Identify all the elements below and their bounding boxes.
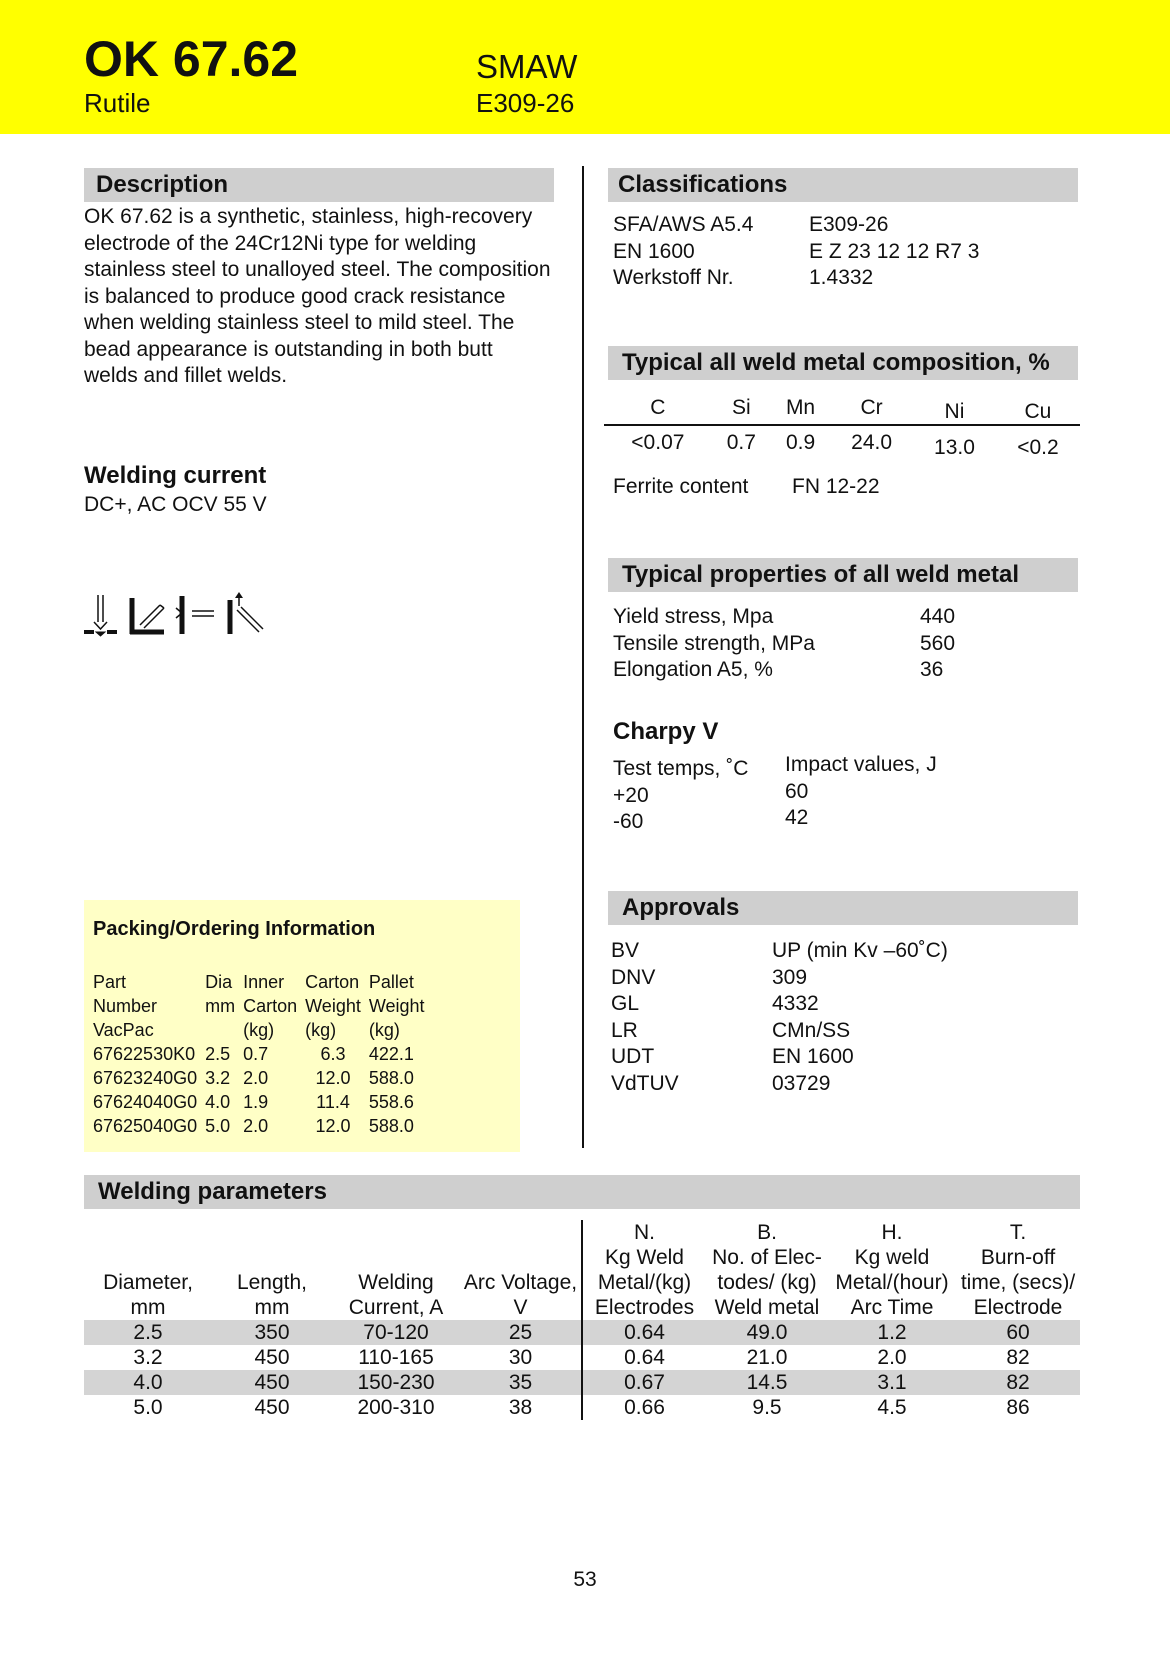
welding-parameters-header-cell: mm bbox=[254, 1296, 290, 1319]
approval-value: EN 1600 bbox=[772, 1045, 854, 1068]
welding-parameters-header-cell: Diameter, bbox=[103, 1271, 193, 1294]
composition-element: Si bbox=[731, 396, 751, 419]
welding-parameters-cell: 200-310 bbox=[357, 1396, 435, 1419]
welding-parameters-row bbox=[84, 1345, 1080, 1370]
approval-row bbox=[611, 965, 1071, 992]
packing-header-row bbox=[93, 1018, 433, 1042]
packing-cell: 0.7 bbox=[243, 1044, 269, 1064]
welding-parameters-header-cell: Arc Voltage, bbox=[463, 1271, 578, 1294]
properties-heading: Typical properties of all weld metal bbox=[608, 558, 1078, 592]
welding-parameters-header-row bbox=[84, 1295, 1080, 1320]
packing-cell: 2.5 bbox=[205, 1044, 231, 1064]
approval-body: GL bbox=[611, 992, 640, 1015]
welding-parameters-cell: 82 bbox=[956, 1370, 1080, 1395]
charpy-impact-header: Impact values, J bbox=[785, 753, 937, 776]
classification-value: E309-26 bbox=[809, 213, 889, 236]
property-row bbox=[613, 604, 1073, 631]
welding-parameters-table bbox=[84, 1220, 1080, 1420]
property-label: Elongation A5, % bbox=[613, 658, 773, 681]
approval-value: UP (min Kv –60˚C) bbox=[772, 939, 948, 962]
welding-parameters-header-cell bbox=[84, 1245, 212, 1270]
welding-parameters-header-cell: Welding bbox=[358, 1271, 434, 1294]
classification-row bbox=[613, 265, 1073, 292]
approvals-list bbox=[611, 938, 1071, 1097]
approval-value: 4332 bbox=[772, 992, 819, 1015]
classification-standard: SFA/AWS A5.4 bbox=[613, 213, 754, 236]
packing-cell: 12.0 bbox=[315, 1068, 351, 1088]
packing-cell: 5.0 bbox=[205, 1116, 231, 1136]
property-value: 440 bbox=[920, 605, 956, 628]
packing-cell: 2.0 bbox=[243, 1116, 269, 1136]
packing-cell: Carton bbox=[305, 972, 360, 992]
approval-body: UDT bbox=[611, 1045, 655, 1068]
welding-parameters-cell: 4.5 bbox=[877, 1396, 907, 1419]
composition-element: Mn bbox=[785, 396, 816, 419]
composition-value: 24.0 bbox=[851, 431, 893, 454]
welding-parameters-cell: 38 bbox=[508, 1396, 533, 1419]
approval-body: DNV bbox=[611, 965, 656, 989]
description-line: stainless steel to unalloyed steel. The composition bbox=[84, 258, 551, 281]
packing-cell: Dia bbox=[205, 972, 233, 992]
packing-cell: (kg) bbox=[368, 1020, 400, 1040]
welding-parameters-header-cell: Electrode bbox=[973, 1296, 1063, 1319]
description-line: bead appearance is outstanding in both butt bbox=[84, 337, 493, 361]
packing-cell: Number bbox=[93, 996, 158, 1016]
charpy-temp: -60 bbox=[613, 810, 644, 833]
horizontal-vertical-position-icon bbox=[130, 598, 164, 634]
welding-parameters-cell: 14.5 bbox=[706, 1370, 828, 1395]
welding-parameters-header-cell: H. bbox=[881, 1221, 903, 1244]
property-row bbox=[613, 657, 1073, 684]
welding-parameters-cell: 450 bbox=[254, 1396, 290, 1419]
packing-cell: 558.6 bbox=[368, 1092, 414, 1112]
packing-cell: 4.0 bbox=[205, 1092, 231, 1112]
packing-cell: 12.0 bbox=[315, 1116, 351, 1136]
composition-value: 0.7 bbox=[726, 431, 756, 454]
approval-body: VdTUV bbox=[611, 1071, 679, 1095]
packing-cell: mm bbox=[205, 996, 236, 1016]
composition-element: Ni bbox=[944, 400, 965, 423]
property-label: Yield stress, Mpa bbox=[613, 605, 774, 628]
composition-value: 13.0 bbox=[934, 436, 975, 459]
welding-process: SMAW bbox=[476, 48, 578, 85]
welding-parameters-cell: 150-230 bbox=[332, 1370, 460, 1395]
charpy-impact-column bbox=[785, 752, 937, 832]
property-label: Tensile strength, MPa bbox=[613, 631, 815, 655]
welding-parameters-cell: 49.0 bbox=[706, 1320, 828, 1345]
welding-parameters-header-cell: Arc Time bbox=[850, 1296, 934, 1319]
welding-parameters-cell: 110-165 bbox=[358, 1346, 434, 1369]
welding-positions-icon-group bbox=[84, 592, 274, 638]
charpy-impact: 60 bbox=[785, 779, 809, 803]
approval-row bbox=[611, 938, 1071, 965]
packing-cell: 422.1 bbox=[368, 1044, 414, 1064]
welding-parameters-cell: 0.64 bbox=[582, 1345, 706, 1370]
packing-cell bbox=[205, 1018, 243, 1042]
description-heading: Description bbox=[84, 168, 554, 202]
composition-element: C bbox=[650, 396, 666, 419]
packing-cell: 3.2 bbox=[205, 1068, 231, 1088]
properties-list bbox=[613, 604, 1073, 684]
welding-parameters-header-row bbox=[84, 1220, 1080, 1245]
charpy-temp: +20 bbox=[613, 783, 649, 807]
welding-parameters-cell: 3.1 bbox=[828, 1370, 956, 1395]
packing-cell: Part bbox=[93, 972, 127, 992]
charpy-impact: 42 bbox=[785, 806, 809, 829]
welding-parameters-header-cell bbox=[332, 1245, 460, 1270]
welding-parameters-cell: 1.2 bbox=[828, 1320, 956, 1345]
approval-row bbox=[611, 1071, 1071, 1098]
approval-body: BV bbox=[611, 939, 640, 962]
welding-parameters-cell: 35 bbox=[460, 1370, 582, 1395]
welding-parameters-cell: 4.0 bbox=[84, 1370, 212, 1395]
welding-parameters-cell: 25 bbox=[460, 1320, 582, 1345]
composition-table bbox=[604, 392, 1080, 460]
packing-cell: 67623240G0 bbox=[93, 1068, 198, 1088]
welding-parameters-header-cell: T. bbox=[1009, 1221, 1027, 1244]
description-line: is balanced to produce good crack resistance bbox=[84, 284, 506, 308]
classification-value: 1.4332 bbox=[809, 266, 874, 289]
property-value: 36 bbox=[920, 658, 944, 681]
classification-row bbox=[613, 212, 1073, 239]
welding-parameters-header-cell: B. bbox=[757, 1221, 777, 1244]
description-line: electrode of the 24Cr12Ni type for welding bbox=[84, 231, 477, 255]
welding-parameters-row bbox=[84, 1370, 1080, 1395]
welding-current-heading: Welding current bbox=[84, 462, 267, 489]
composition-value: <0.2 bbox=[1017, 436, 1059, 459]
composition-element: Cr bbox=[860, 396, 883, 419]
approvals-heading: Approvals bbox=[608, 891, 1078, 925]
description-line: welds and fillet welds. bbox=[84, 364, 288, 387]
product-name: OK 67.62 bbox=[84, 31, 299, 87]
packing-cell: 6.3 bbox=[320, 1044, 346, 1064]
welding-parameters-cell: 450 bbox=[254, 1346, 290, 1369]
composition-value: <0.07 bbox=[631, 431, 685, 454]
welding-parameters-cell: 5.0 bbox=[133, 1396, 163, 1419]
welding-parameters-cell: 2.0 bbox=[877, 1346, 907, 1369]
packing-row bbox=[93, 1090, 433, 1114]
ferrite-label: Ferrite content bbox=[613, 475, 749, 498]
welding-parameters-header-cell: Metal/(hour) bbox=[835, 1271, 949, 1294]
approval-row bbox=[611, 1044, 1071, 1071]
packing-cell: Weight bbox=[305, 996, 361, 1016]
welding-parameters-cell: 0.66 bbox=[582, 1395, 706, 1420]
welding-parameters-cell: 60 bbox=[956, 1320, 1080, 1345]
charpy-temps-column bbox=[613, 756, 748, 836]
overhead-position-icon bbox=[230, 592, 263, 634]
approval-row bbox=[611, 1018, 1071, 1045]
packing-cell: Pallet bbox=[368, 972, 414, 992]
welding-parameters-header-cell: N. bbox=[582, 1220, 706, 1245]
packing-cell: (kg) bbox=[243, 1020, 275, 1040]
welding-parameters-header-cell bbox=[332, 1220, 460, 1245]
description-text bbox=[84, 204, 574, 390]
welding-parameters-cell: 86 bbox=[1006, 1396, 1030, 1419]
packing-heading: Packing/Ordering Information bbox=[93, 918, 376, 940]
description-line: OK 67.62 is a synthetic, stainless, high-recovery bbox=[84, 205, 533, 228]
welding-parameters-cell: 350 bbox=[212, 1320, 332, 1345]
welding-parameters-header-cell: todes/ (kg) bbox=[717, 1271, 817, 1294]
packing-cell: VacPac bbox=[93, 1020, 154, 1040]
packing-cell: (kg) bbox=[305, 1020, 337, 1040]
vertical-up-position-icon bbox=[176, 596, 214, 634]
composition-heading: Typical all weld metal composition, % bbox=[608, 346, 1078, 380]
welding-parameters-header-cell: Electrodes bbox=[582, 1295, 706, 1320]
welding-parameters-cell: 30 bbox=[508, 1346, 533, 1369]
welding-parameters-cell: 3.2 bbox=[133, 1346, 163, 1369]
packing-cell: 2.0 bbox=[243, 1068, 269, 1088]
classification-row bbox=[613, 239, 1073, 266]
description-line: when welding stainless steel to mild steel. The bbox=[84, 311, 515, 334]
welding-parameters-header-row bbox=[84, 1270, 1080, 1295]
charpy-heading: Charpy V bbox=[613, 718, 719, 745]
classifications-heading: Classifications bbox=[608, 168, 1078, 202]
packing-table bbox=[93, 970, 433, 1138]
welding-parameters-header-cell bbox=[84, 1220, 212, 1245]
ferrite-value: FN 12-22 bbox=[792, 475, 880, 498]
column-divider bbox=[582, 166, 584, 1148]
packing-cell: Carton bbox=[243, 996, 298, 1016]
packing-cell: 67625040G0 bbox=[93, 1116, 198, 1136]
welding-parameters-cell: 2.5 bbox=[84, 1320, 212, 1345]
page-number: 53 bbox=[573, 1568, 597, 1591]
packing-cell: 1.9 bbox=[243, 1092, 269, 1112]
packing-row bbox=[93, 1066, 433, 1090]
welding-parameters-cell: 21.0 bbox=[746, 1346, 788, 1369]
welding-parameters-header-cell: Length, bbox=[236, 1271, 308, 1294]
welding-parameters-header-cell: Burn-off bbox=[980, 1246, 1056, 1269]
packing-row bbox=[93, 1042, 433, 1066]
composition-element: Cu bbox=[1024, 400, 1052, 423]
welding-parameters-header-cell bbox=[212, 1220, 332, 1245]
approval-row bbox=[611, 991, 1071, 1018]
packing-header-row bbox=[93, 994, 433, 1018]
welding-parameters-header-cell: Kg weld bbox=[854, 1246, 930, 1269]
packing-cell: 67622530K0 bbox=[93, 1044, 196, 1064]
welding-parameters-row bbox=[84, 1320, 1080, 1345]
welding-parameters-header-cell: mm bbox=[130, 1296, 166, 1319]
welding-parameters-header-cell bbox=[212, 1245, 332, 1270]
welding-parameters-header-cell: Current, A bbox=[348, 1296, 444, 1319]
classification-value: E Z 23 12 12 R7 3 bbox=[809, 239, 980, 263]
welding-parameters-header-cell bbox=[460, 1220, 582, 1245]
approval-body: LR bbox=[611, 1018, 638, 1042]
welding-parameters-cell: 9.5 bbox=[752, 1396, 782, 1419]
property-value: 560 bbox=[920, 631, 956, 655]
composition-value: 0.9 bbox=[785, 431, 816, 454]
welding-parameters-row bbox=[84, 1395, 1080, 1420]
packing-cell: Inner bbox=[243, 972, 285, 992]
packing-header-row bbox=[93, 970, 433, 994]
packing-cell: 588.0 bbox=[368, 1116, 414, 1136]
welding-parameters-heading: Welding parameters bbox=[84, 1175, 1080, 1209]
welding-parameters-header-cell: Metal/(kg) bbox=[582, 1270, 706, 1295]
welding-parameters-cell: 0.67 bbox=[582, 1370, 706, 1395]
welding-parameters-header-cell: time, (secs)/ bbox=[960, 1271, 1076, 1294]
packing-cell: 67624040G0 bbox=[93, 1092, 198, 1112]
classifications-list bbox=[613, 212, 1073, 292]
approval-value: CMn/SS bbox=[772, 1018, 851, 1042]
charpy-temp-header: Test temps, ˚C bbox=[613, 757, 749, 780]
approval-value: 03729 bbox=[772, 1071, 831, 1095]
welding-parameters-header-cell: Weld metal bbox=[714, 1296, 820, 1319]
flat-position-icon bbox=[84, 595, 117, 636]
property-row bbox=[613, 631, 1073, 658]
packing-cell: 11.4 bbox=[316, 1092, 350, 1112]
welding-parameters-header-cell: V bbox=[513, 1296, 528, 1319]
welding-parameters-header-cell: No. of Elec- bbox=[712, 1246, 822, 1269]
welding-parameters-cell: 82 bbox=[1006, 1346, 1030, 1369]
welding-parameters-cell: 450 bbox=[212, 1370, 332, 1395]
welding-parameters-header-cell bbox=[460, 1245, 582, 1270]
welding-parameters-header-cell: Kg Weld bbox=[582, 1245, 706, 1270]
packing-cell: 588.0 bbox=[368, 1068, 414, 1088]
classification-standard: Werkstoff Nr. bbox=[613, 266, 734, 289]
approval-value: 309 bbox=[772, 965, 808, 989]
packing-row bbox=[93, 1114, 433, 1138]
welding-parameters-header-row bbox=[84, 1245, 1080, 1270]
aws-classification: E309-26 bbox=[476, 88, 575, 118]
packing-cell: Weight bbox=[368, 996, 425, 1016]
classification-standard: EN 1600 bbox=[613, 239, 695, 263]
welding-current-value: DC+, AC OCV 55 V bbox=[84, 493, 267, 516]
welding-parameters-cell: 70-120 bbox=[332, 1320, 460, 1345]
welding-parameters-cell: 0.64 bbox=[582, 1320, 706, 1345]
product-type: Rutile bbox=[84, 88, 151, 118]
packing-info-box bbox=[84, 900, 520, 1152]
